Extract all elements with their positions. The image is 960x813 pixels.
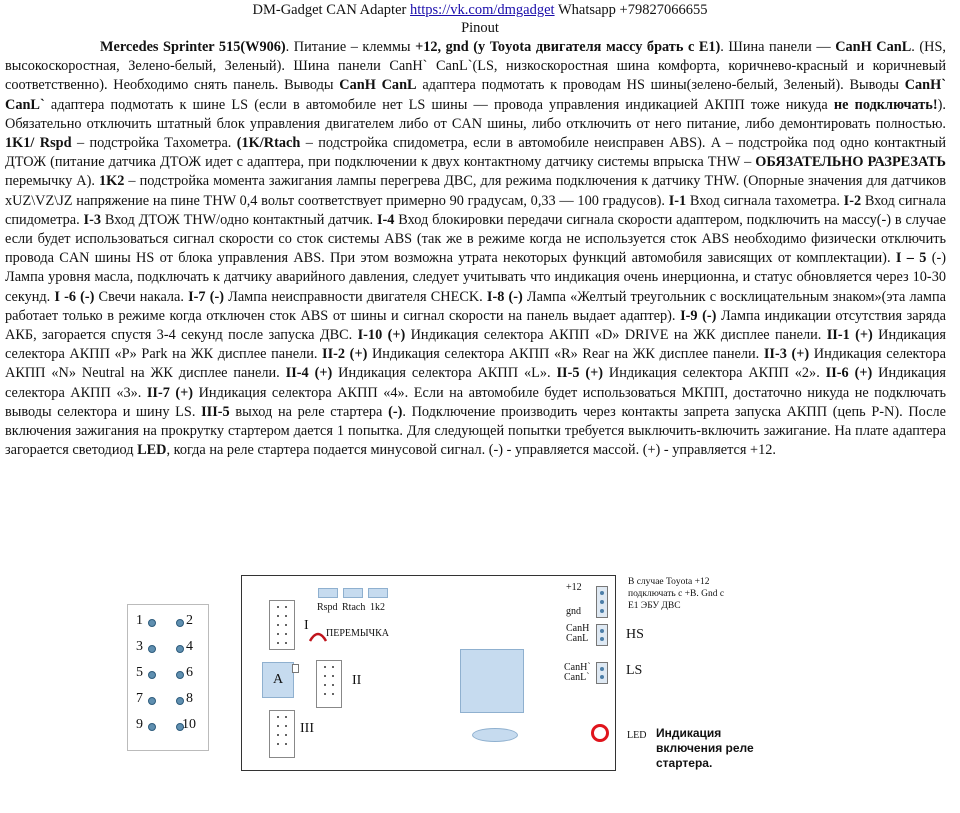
led-indicator-icon	[591, 724, 609, 742]
toyota-note	[628, 576, 724, 612]
mcu-chip	[460, 649, 524, 713]
header-contact: Whatsapp +79827066655	[554, 2, 708, 18]
pin-label-5: 5	[136, 665, 143, 680]
hs-label: HS	[626, 627, 644, 642]
wiring-figure	[0, 560, 960, 813]
hs-can-connector	[596, 624, 608, 646]
1k2-label: 1k2	[370, 602, 385, 613]
header-II-connector	[316, 660, 342, 708]
instructions-text: Mercedes Sprinter 515(W906). Питание – клеммы +12, gnd (у Toyota двигателя массу брать с E1). Шина панели — CanH CanL. (HS, высокоскоростная, Зелено-белый, Зеленый). Шина панели CanH` CanL`(LS, низкоскоростная шина комфорта, коричнево-красный и коричневый соответственно). Необходимо снять панель. Выводы CanH CanL адаптера подмотать к проводам HS шины(зелено-белый, Зеленый). Выводы CanH` CanL` адаптера подмотать к шине LS (если в автомобиле нет LS шины — провода управления индикацией АКПП тоже никуда не подключать!). Обязательно отключить штатный блок управления двигателем либо от CAN шины, либо отключить от него питание, либо демонтировать полностью. 1K1/ Rspd – подстройка Тахометра. (1K/Rtach – подстройка спидометра, если в автомобиле неисправен ABS). A – подстройка под одно контактный ДТОЖ (питание датчика ДТОЖ идет с адаптера, при подключении к двух контактному датчику системы впрыска THW – ОБЯЗАТЕЛЬНО РАЗРЕЗАТЬ перемычку A). 1K2 – подстройка момента зажигания лампы перегрева ДВС, для режима подключения к датчику THW. (Опорные значения для датчиков xUZ\VZ\JZ напряжение на пине THW 0,4 вольт соответствует примерно 90 градусам, 0,33 — 100 градусов). I-1 Вход сигнала тахометра. I-2 Вход сигнала спидометра. I-3 Вход ДТОЖ THW/одно контактный датчик. I-4 Вход блокировки передачи сигнала скорости адаптером, подключить на массу(-) в случае если будет использоваться сигнал скорости со сток системы ABS (так же в режиме когда не используется сток ABS необходимо физически отключить провода CAN шины HS от блока управления ABS. При этом возможна утрата некоторых функций автомобиля зависящих от комплектации). I – 5 (-) Лампа уровня масла, подключать к датчику аварийного давления, следует учитывать что индикация очень инерционна, и статус обновляется через 10-30 секунд. I -6 (-) Свечи накала. I-7 (-) Лампа неисправности двигателя CHECK. I-8 (-) Лампа «Желтый треугольник с восклицательным знаком»(эта лампа работает только в режиме когда отключен сток ABS от шины и сигнал скорости на панель выдает адаптер). I-9 (-) Лампа индикации отсутствия заряда АКБ, загорается спустя 3-4 секунд после запуска ДВС. I-10 (+) Индикация селектора АКПП «D» DRIVE на ЖК дисплее панели. II-1 (+) Индикация селектора АКПП «P» Park на ЖК дисплее панели. II-2 (+) Индикация селектора АКПП «R» Rear на ЖК дисплее панели. II-3 (+) Индикация селектора АКПП «N» Neutral на ЖК дисплее панели. II-4 (+) Индикация селектора АКПП «L». II-5 (+) Индикация селектора АКПП «2». II-6 (+) Индикация селектора АКПП «3». II-7 (+) Индикация селектора АКПП «4». Если на автомобиле будет использоваться МКПП, достаточно никуда не подключать выводы селектора и шину LS. III-5 выход на реле стартера (-). Подключение производить через контакты запрета запуска АКПП (цепь P-N). После включения зажигания на прокрутку стартером дается 1 попытка. Для следующей попытки требуется выключить-включить зажигание. На плате адаптера загорается светодиод LED, когда на реле стартера подается минусовой сигнал. (-) - управляется массой. (+) - управляется +12.	[5, 39, 947, 459]
led-note-line: Индикация	[656, 726, 722, 740]
header-III-label: III	[300, 721, 314, 736]
led-note-line: включения реле	[656, 741, 754, 755]
jumper-label: ПЕРЕМЫЧКА	[326, 628, 390, 639]
header-I-connector	[269, 600, 295, 650]
pin-label-8: 8	[186, 691, 193, 706]
ls-can-connector	[596, 662, 608, 684]
pin-label-4: 4	[186, 639, 193, 654]
vk-link[interactable]: https://vk.com/dmgadget	[409, 2, 555, 18]
toyota-note-line: E1 ЭБУ ДВС	[628, 601, 681, 611]
power-connector	[596, 586, 608, 618]
led-note-line: стартера.	[656, 756, 713, 770]
pin-dot	[176, 697, 184, 705]
pin-label-7: 7	[136, 691, 143, 706]
instructions-paragraph	[5, 38, 946, 460]
A-pin	[292, 664, 299, 673]
adapter-board	[241, 575, 616, 771]
gnd-label: gnd	[566, 606, 581, 617]
jumper-A-block	[262, 662, 294, 698]
pin-label-9: 9	[136, 717, 143, 732]
crystal-oval	[472, 728, 518, 742]
pin-dot	[148, 645, 156, 653]
pin-label-2: 2	[186, 613, 193, 628]
header-title: DM-Gadget CAN Adapter	[252, 2, 410, 18]
1k2-trimmer	[368, 588, 388, 598]
pin-dot	[176, 671, 184, 679]
pin-label-3: 3	[136, 639, 143, 654]
rspd-label: Rspd	[317, 602, 338, 613]
pin-dot	[148, 619, 156, 627]
header-title-line	[0, 1, 960, 19]
pin-label-1: 1	[136, 613, 143, 628]
rtach-trimmer	[343, 588, 363, 598]
pin-dot	[148, 723, 156, 731]
pin-dot	[148, 697, 156, 705]
canh-label: CanH	[566, 623, 590, 634]
canl-ls-label: CanL`	[564, 672, 590, 683]
pin-dot	[148, 671, 156, 679]
pin-dot	[176, 619, 184, 627]
header-III-connector	[269, 710, 295, 758]
jumper-A-label: A	[272, 672, 284, 687]
jumper-arc-icon	[308, 629, 328, 643]
canh-ls-label: CanH`	[564, 662, 591, 673]
rspd-trimmer	[318, 588, 338, 598]
header-II-label: II	[352, 673, 362, 688]
pin-label-6: 6	[186, 665, 193, 680]
pinout-connector	[127, 604, 209, 751]
canl-label: CanL	[566, 633, 589, 644]
toyota-note-line: В случае Toyota +12	[628, 577, 710, 587]
power-12v-label: +12	[566, 582, 582, 593]
ls-label: LS	[626, 663, 643, 678]
pin-dot	[176, 645, 184, 653]
rtach-label: Rtach	[342, 602, 366, 613]
pin-label-10: 10	[182, 717, 196, 732]
header-I-label: I	[304, 618, 309, 633]
header-subtitle: Pinout	[461, 20, 499, 36]
toyota-note-line: подключать с +B. Gnd с	[628, 589, 725, 599]
led-label: LED	[627, 730, 647, 741]
led-note	[656, 726, 754, 771]
